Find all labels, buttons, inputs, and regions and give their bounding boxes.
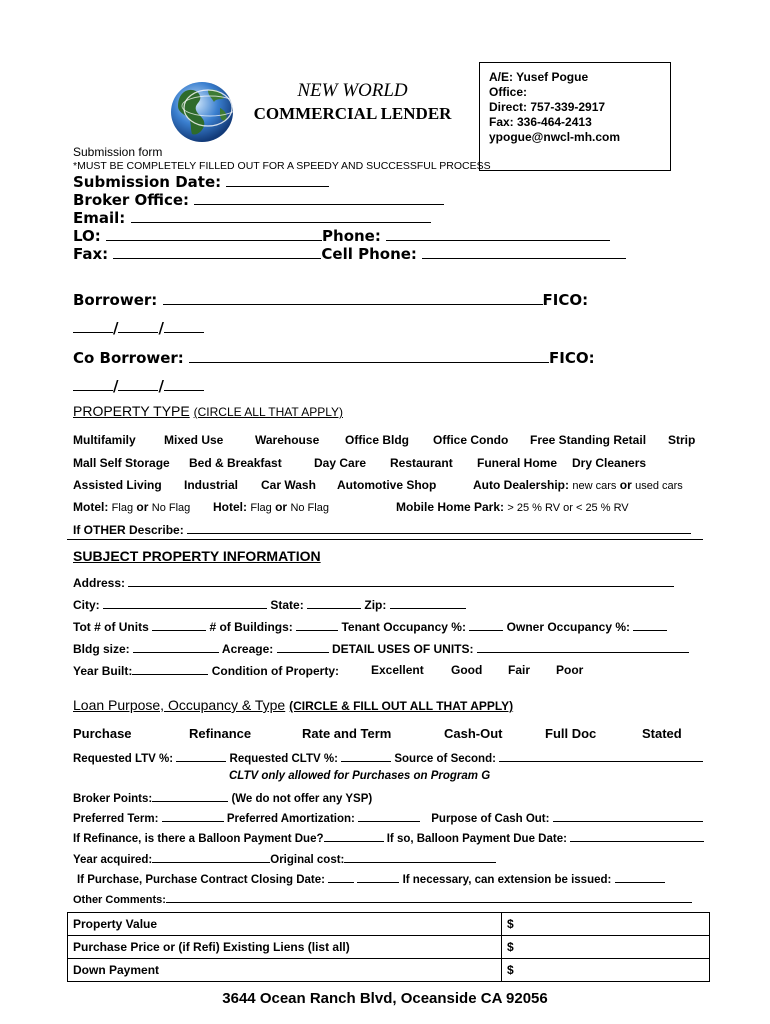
auto-or: or (619, 478, 632, 492)
auto-dealership-label: Auto Dealership: (473, 478, 570, 492)
option-multifamily[interactable]: Multifamily (73, 433, 136, 447)
borrower-fico-row (73, 318, 204, 337)
city-state-zip-row (73, 597, 466, 612)
company-name (245, 80, 460, 124)
year-acquired-row (73, 851, 496, 866)
loan-title: Loan Purpose, Occupancy & Type (73, 697, 286, 713)
slash: / (158, 377, 164, 395)
email-row (73, 208, 431, 227)
ltv-label: Requested LTV %: (73, 753, 174, 765)
cell-phone-field[interactable] (422, 244, 626, 259)
option-day-care[interactable]: Day Care (314, 456, 367, 470)
option-hotel-flag[interactable]: Flag (250, 502, 272, 514)
state-field[interactable] (307, 597, 361, 609)
property-value-field[interactable]: $ (502, 913, 710, 936)
lo-row (73, 226, 610, 245)
cltv-field[interactable] (341, 750, 391, 762)
option-restaurant[interactable]: Restaurant (390, 456, 453, 470)
source-of-second-label: Source of Second: (394, 753, 496, 765)
motel-label: Motel: (73, 500, 109, 514)
subject-property-heading: SUBJECT PROPERTY INFORMATION (73, 548, 321, 564)
detail-uses-label: DETAIL USES OF UNITS: (331, 642, 474, 656)
other-comments-field[interactable] (166, 891, 692, 903)
cell-phone-label: Cell Phone: (321, 245, 417, 263)
option-bed-breakfast[interactable]: Bed & Breakfast (189, 456, 282, 470)
mobile-home-park-row (396, 500, 629, 514)
preferred-term-label: Preferred Term: (73, 813, 159, 825)
borrower-label: Borrower: (73, 291, 158, 309)
fax-field[interactable] (113, 244, 321, 259)
table-label: Down Payment (68, 959, 502, 982)
balloon-row (73, 830, 704, 845)
loan-heading (73, 697, 513, 713)
slash: / (113, 319, 119, 337)
hotel-or: or (275, 500, 288, 514)
year-acquired-field[interactable] (152, 851, 270, 863)
lo-field[interactable] (106, 226, 322, 241)
co-borrower-field[interactable] (189, 348, 549, 363)
loan-option-cash-out[interactable]: Cash-Out (444, 726, 503, 741)
contact-direct: Direct: 757-339-2917 (489, 100, 606, 114)
acreage-field[interactable] (277, 641, 329, 653)
zip-label: Zip: (364, 598, 387, 612)
broker-points-label: Broker Points: (73, 793, 153, 805)
property-type-heading (73, 403, 343, 419)
co-borrower-label: Co Borrower: (73, 349, 184, 367)
motel-or: or (136, 500, 149, 514)
table-label: Purchase Price or (if Refi) Existing Liens (list all) (68, 936, 502, 959)
slash: / (158, 319, 164, 337)
co-borrower-fico-field-2[interactable] (118, 376, 158, 391)
preferred-term-row (73, 810, 703, 825)
borrower-fico-label: FICO: (542, 291, 589, 309)
motel-row (73, 500, 190, 514)
condition-fair[interactable]: Fair (508, 663, 531, 677)
option-car-wash[interactable]: Car Wash (261, 478, 316, 492)
contact-email: ypogue@nwcl-mh.com (489, 130, 621, 144)
option-warehouse[interactable]: Warehouse (255, 433, 320, 447)
mobile-home-park-label: Mobile Home Park: (396, 500, 505, 514)
loan-option-full-doc[interactable]: Full Doc (545, 726, 597, 741)
hotel-label: Hotel: (213, 500, 247, 514)
year-built-row (73, 663, 339, 678)
condition-poor[interactable]: Poor (556, 663, 584, 677)
option-funeral-home[interactable]: Funeral Home (477, 456, 558, 470)
purchase-price-field[interactable]: $ (502, 936, 710, 959)
balloon-date-field[interactable] (570, 830, 704, 842)
address-row (73, 575, 674, 590)
slash: / (113, 377, 119, 395)
option-automotive-shop[interactable]: Automotive Shop (337, 478, 437, 492)
option-mixed-use[interactable]: Mixed Use (164, 433, 224, 447)
other-describe-label: If OTHER Describe: (73, 523, 184, 537)
city-field[interactable] (103, 597, 267, 609)
units-field[interactable] (152, 619, 206, 631)
buildings-field[interactable] (296, 619, 338, 631)
property-type-title: PROPERTY TYPE (73, 403, 190, 419)
down-payment-field[interactable]: $ (502, 959, 710, 982)
other-comments-label: Other Comments: (73, 894, 166, 906)
units-label: Tot # of Units (73, 620, 149, 634)
option-used-cars[interactable]: used cars (635, 480, 683, 492)
city-label: City: (73, 598, 100, 612)
borrower-row (73, 290, 588, 309)
balloon-label: If Refinance, is there a Balloon Payment Due? (73, 833, 324, 845)
condition-good[interactable]: Good (451, 663, 483, 677)
original-cost-field[interactable] (344, 851, 496, 863)
ysp-note: (We do not offer any YSP) (231, 793, 373, 805)
loan-note: (CIRCLE & FILL OUT ALL THAT APPLY) (289, 699, 514, 713)
auto-dealership-row (473, 478, 683, 492)
acreage-label: Acreage: (221, 642, 274, 656)
option-office-condo[interactable]: Office Condo (433, 433, 509, 447)
closing-date-field-1[interactable] (328, 871, 354, 883)
balloon-date-label: If so, Balloon Payment Due Date: (386, 833, 567, 845)
condition-label: Condition of Property: (211, 664, 340, 678)
fax-label: Fax: (73, 245, 109, 263)
option-assisted-living[interactable]: Assisted Living (73, 478, 162, 492)
option-industrial[interactable]: Industrial (184, 478, 239, 492)
option-dry-cleaners[interactable]: Dry Cleaners (572, 456, 647, 470)
detail-uses-field[interactable] (477, 641, 689, 653)
option-office-bldg[interactable]: Office Bldg (345, 433, 410, 447)
borrower-field[interactable] (163, 290, 543, 305)
option-motel-flag[interactable]: Flag (111, 502, 134, 514)
co-borrower-fico-field-1[interactable] (73, 376, 113, 391)
option-mobile-home-park[interactable]: > 25 % RV or < 25 % RV (507, 502, 629, 514)
contact-fax: Fax: 336-464-2413 (489, 115, 592, 129)
contact-office: Office: (489, 85, 528, 99)
property-type-note: (CIRCLE ALL THAT APPLY) (193, 405, 343, 419)
closing-date-field-2[interactable] (357, 871, 399, 883)
buildings-label: # of Buildings: (209, 620, 293, 634)
table-row (68, 913, 710, 936)
option-new-cars[interactable]: new cars (572, 480, 617, 492)
submission-date-label: Submission Date: (73, 173, 222, 191)
closing-date-label: If Purchase, Purchase Contract Closing Date: (77, 874, 325, 886)
table-row (68, 959, 710, 982)
financial-summary-table (67, 912, 710, 982)
table-row (68, 936, 710, 959)
closing-date-row (77, 871, 665, 886)
email-label: Email: (73, 209, 126, 227)
loan-option-stated[interactable]: Stated (642, 726, 682, 741)
broker-office-label: Broker Office: (73, 191, 190, 209)
contact-box (479, 62, 671, 171)
co-borrower-fico-field-3[interactable] (164, 376, 204, 391)
co-borrower-row (73, 348, 595, 367)
preferred-amort-label: Preferred Amortization: (226, 813, 355, 825)
extension-label: If necessary, can extension be issued: (402, 874, 612, 886)
owner-occupancy-label: Owner Occupancy %: (506, 620, 631, 634)
option-strip[interactable]: Strip (668, 433, 696, 447)
units-row (73, 619, 667, 634)
globe-logo-icon (166, 78, 240, 144)
fax-row (73, 244, 626, 263)
submission-date-row (73, 172, 329, 191)
bldg-size-row (73, 641, 689, 656)
completion-notice: *MUST BE COMPLETELY FILLED OUT FOR A SPEEDY AND SUCCESSFUL PROCESS (73, 160, 491, 172)
contact-ae: A/E: Yusef Pogue (489, 70, 589, 84)
email-field[interactable] (131, 208, 431, 223)
lo-label: LO: (73, 227, 101, 245)
tenant-occupancy-label: Tenant Occupancy %: (341, 620, 466, 634)
bldg-size-label: Bldg size: (73, 642, 130, 656)
cltv-label: Requested CLTV %: (229, 753, 338, 765)
loan-option-rate-and-term[interactable]: Rate and Term (302, 726, 392, 741)
ltv-field[interactable] (176, 750, 226, 762)
tenant-occupancy-field[interactable] (469, 619, 503, 631)
address-field[interactable] (128, 575, 674, 587)
form-title: Submission form (73, 145, 163, 159)
state-label: State: (270, 598, 304, 612)
cash-out-purpose-label: Purpose of Cash Out: (431, 813, 550, 825)
owner-occupancy-field[interactable] (633, 619, 667, 631)
broker-office-row (73, 190, 444, 209)
option-mall-self-storage[interactable]: Mall Self Storage (73, 456, 170, 470)
cltv-note: CLTV only allowed for Purchases on Program G (229, 770, 491, 782)
ltv-row (73, 750, 703, 765)
company-name-line1: NEW WORLD (297, 80, 408, 101)
co-borrower-fico-row (73, 376, 204, 395)
borrower-fico-field-3[interactable] (164, 318, 204, 333)
hotel-row (213, 500, 329, 514)
other-describe-row (73, 522, 691, 537)
year-acquired-label: Year acquired: (73, 854, 153, 866)
original-cost-label: Original cost: (270, 854, 345, 866)
option-hotel-no-flag[interactable]: No Flag (290, 502, 329, 514)
borrower-fico-field-2[interactable] (118, 318, 158, 333)
year-built-label: Year Built: (73, 664, 133, 678)
preferred-term-field[interactable] (162, 810, 224, 822)
zip-field[interactable] (390, 597, 466, 609)
other-comments-row (73, 891, 692, 906)
year-built-field[interactable] (132, 663, 208, 675)
phone-field[interactable] (386, 226, 610, 241)
co-borrower-fico-label: FICO: (549, 349, 595, 367)
extension-field[interactable] (615, 871, 665, 883)
broker-office-field[interactable] (194, 190, 444, 205)
broker-points-field[interactable] (152, 790, 228, 802)
address-label: Address: (73, 576, 126, 590)
loan-option-refinance[interactable]: Refinance (189, 726, 252, 741)
broker-points-row (73, 790, 372, 805)
table-label: Property Value (68, 913, 502, 936)
phone-label: Phone: (322, 227, 381, 245)
loan-option-purchase[interactable]: Purchase (73, 726, 132, 741)
section-divider (67, 539, 703, 540)
borrower-fico-field-1[interactable] (73, 318, 113, 333)
cash-out-purpose-field[interactable] (553, 810, 703, 822)
condition-excellent[interactable]: Excellent (371, 663, 424, 677)
source-of-second-field[interactable] (499, 750, 703, 762)
submission-date-field[interactable] (226, 172, 329, 187)
company-name-line2: COMMERCIAL LENDER (253, 104, 452, 123)
bldg-size-field[interactable] (133, 641, 219, 653)
option-free-standing-retail[interactable]: Free Standing Retail (530, 433, 647, 447)
footer-address: 3644 Ocean Ranch Blvd, Oceanside CA 92056 (222, 990, 548, 1007)
preferred-amort-field[interactable] (358, 810, 420, 822)
balloon-field[interactable] (324, 830, 384, 842)
option-motel-no-flag[interactable]: No Flag (151, 502, 191, 514)
other-describe-field[interactable] (187, 522, 691, 534)
